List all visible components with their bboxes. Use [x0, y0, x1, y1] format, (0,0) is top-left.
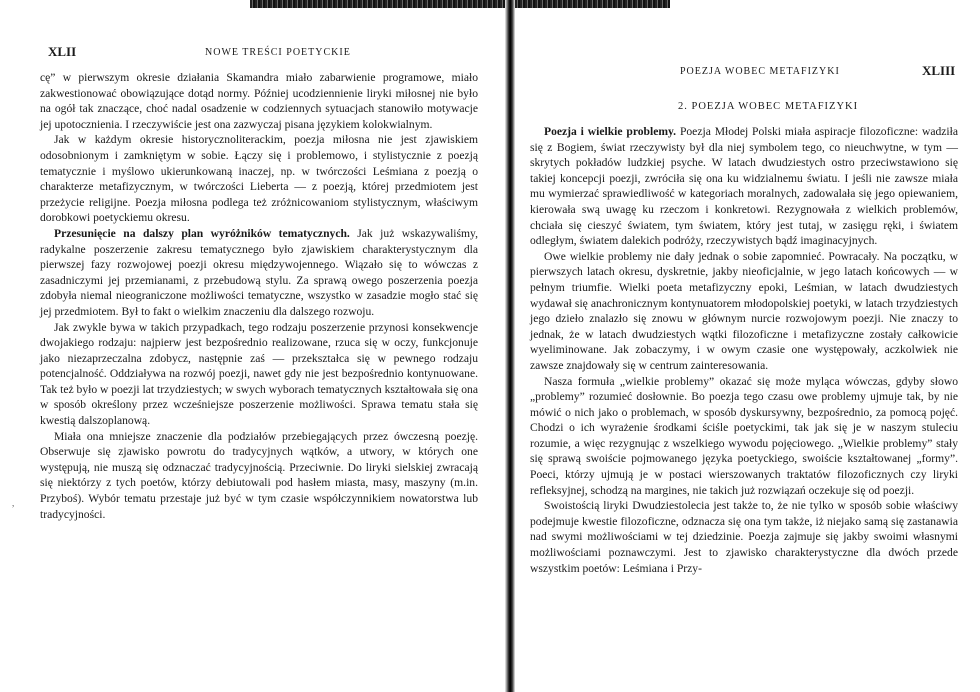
paragraph-text: Jak zwykle bywa w takich przypadkach, tego rodzaju poszerzenie przynosi konsekwencje dwojakiego rodzaju: najpierw jest bezpośrednio realizowane, rzuca się w oczy, funkcjonuje jako niezaprzeczalna zdobycz, następnie zaś — przekształca się w pewnego rodzaju potencjalność. Oddziaływa na rozwój poezji, nawet gdy nie jest bezpośrednio kontynuowane. Tak też było w poezji lat trzydziestych; w swych wyborach tematycznych kształtowała się ona w sposób określony przez wcześniejsze poszerzenie możliwości. Sprawa tematu stała się kwestią dalszoplanową.: [40, 320, 478, 428]
running-head-right: POEZJA WOBEC METAFIZYKI: [680, 66, 840, 77]
paragraph-text: Jak już wskazywaliśmy, radykalne poszerzenie zakresu tematycznego było zjawiskiem charakterystycznym dla pierwszej fazy rozwojowej poezji okresu międzywojennego. Wiązało się to wówczas z zasadniczymi jej przemianami, z przebudową stylu. Za sprawą owego poszerzenia poezja zdobyła niemal nieograniczone możliwości tematyczne, wszystko w zasadzie mogło stać się jej przedmiotem. Był to fakt o wielkim znaczeniu dla dalszego rozwoju.: [40, 226, 478, 318]
paragraph-text: Poezja Młodej Polski miała aspiracje filozoficzne: wadziła się z Bogiem, świat rzeczywisty był dla niej symbolem tego, co nieuchwytne, w tym — skrytych pokładów ludzkiej psyche. W latach dwudziestych ostro przeciwstawiono się takiej koncepcji poezji, zwróciła się ona ku widzialnemu światu. I jeśli nie zawsze miała mu wymierzać sprawiedliwość w kategoriach moralnych, zadowalała się jego opiewaniem, kierowała swą uwagę ku rzeczom i konkretowi. Rezygnowała z wielkich problemów, chciała się cieszyć światem, tym światem, który jest tutaj, w zasięgu ręki, i światem odległym, światem dalekich podróży, rzeczywistych bądź imaginacyjnych.: [530, 125, 958, 248]
paragraph-text: Owe wielkie problemy nie dały jednak o sobie zapomnieć. Powracały. Na początku, w pierwszych latach okresu, dyskretnie, jakby nieoficjalnie, w jego latach końcowych — w pełnym triumfie. Wielki poeta metafizyczny epoki, Leśmian, w latach dwudziestych wydawał się anachronicznym kontynuatorem młodopolskiej poetyki, w latach trzydziestych jego dzieło znalazło się znowu w głównym nurcie rozwojowym poezji. Nie znaczy to jednak, że w latach dwudziestych wątki filozoficzne i metafizyczne zostały całkowicie wyeliminowane. Jak zobaczymy, i w owym czasie one występowały, aczkolwiek nie zawsze znajdowały się w centrum zainteresowania.: [530, 249, 958, 372]
paragraph-text: Swoistością liryki Dwudziestolecia jest także to, że nie tylko w sposób sobie właściwy podejmuje kwestie filozoficzne, odznacza się ona tym także, iż niejako samą się zastanawia nad swymi możliwościami w tej dziedzinie. Poezja zajmuje się jakby swoimi własnymi możliwościami poznawczymi. Jest to zjawisko charakterystyczne dla dwóch przede wszystkim poetów: Leśmiana i Przy-: [530, 499, 958, 575]
paragraph-lead-heading: Przesunięcie na dalszy plan wyróżników tematycznych.: [54, 226, 350, 240]
paragraph: [40, 132, 478, 226]
paragraph: [530, 124, 958, 249]
left-page-body: [40, 70, 478, 522]
paragraph: [530, 249, 958, 374]
right-page: [530, 0, 962, 692]
paragraph-text: Nasza formuła „wielkie problemy” okazać się może myląca wówczas, gdyby słowo „problemy” rozumieć dosłownie. Bo poezja tego czasu owe problemy ujmuje tak, by nie mówić o nich jako o problemach, w sposób dyskursywny, bezpośrednio, za pomocą pojęć. Chodzi o ich wyrażenie środkami ściśle poetyckimi, tak jak się je w naszym stuleciu rozumie, a więc rezygnując z wszelkiego wywodu pojęciowego. „Wielkie problemy” stały się sprawą swoiście pojmowanego języka poetyckiego, swoiście kształtowanej „formy”. Poeci, którzy ujmują je w postaci wierszowanych traktatów filozoficznych czy liryki refleksyjnej, schodzą na margines, nie takich już rozwiązań oczekuje się od poezji.: [530, 374, 958, 497]
paragraph-text: cę” w pierwszym okresie działania Skamandra miało zabarwienie programowe, miało zakwestionować obowiązujące dotąd normy. Później ucodziennienie liryki miłosnej nie było na ogół tak znaczące, choć nadal osadzenie w codziennych sytuacjach stanowiło motywacje jej upotocznienia. I rzeczywiście jest ona zazwyczaj pisana językiem kolokwialnym.: [40, 71, 478, 131]
page-number-left: XLII: [48, 44, 77, 59]
paragraph: [40, 429, 478, 523]
paragraph: [40, 320, 478, 429]
right-page-body: [530, 124, 958, 576]
paragraph: [530, 374, 958, 499]
paragraph-text: Jak w każdym okresie historycznoliterackim, poezja miłosna nie jest zjawiskiem odosobnionym i zamkniętym w sobie. Łączy się i problemowo, i stylistycznie z poezją tematycznie i myślowo ukierunkowaną inaczej, np. w twórczości Leśmiana z poezją o charakterze metafizycznym, w twórczości Lieberta — z poezją, której przedmiotem jest przeżycie religijne. Poezja miłosna podlega też zróżnicowaniom stylistycznym, właściwym dorobkowi poetyckiemu okresu.: [40, 133, 478, 225]
paragraph: [40, 70, 478, 132]
left-page: [40, 0, 490, 692]
paragraph: [40, 226, 478, 320]
page-number-right: XLIII: [922, 63, 956, 78]
book-gutter: [505, 0, 515, 692]
paragraph: [530, 498, 958, 576]
scan-speck: ,: [12, 498, 15, 508]
paragraph-text: Miała ona mniejsze znaczenie dla podziałów przebiegających przez ówczesną poezję. Obserwuje się zjawisko powrotu do tradycyjnych wątków, a utwory, w których one występują, nie muszą się odznaczać tradycyjnością. Przeciwnie. Do liryki sielskiej zwracają się niektórzy z tych poetów, którzy debiutowali pod hasłem miasta, masy, maszyny (m.in. Przyboś). Wybór tematu przestaje już być w tym czasie współczynnikiem nowatorstwa lub tradycyjności.: [40, 429, 478, 521]
running-head-left: NOWE TREŚCI POETYCKIE: [205, 47, 351, 58]
paragraph-lead-heading: Poezja i wielkie problemy.: [544, 125, 677, 138]
section-heading: 2. POEZJA WOBEC METAFIZYKI: [678, 101, 859, 112]
